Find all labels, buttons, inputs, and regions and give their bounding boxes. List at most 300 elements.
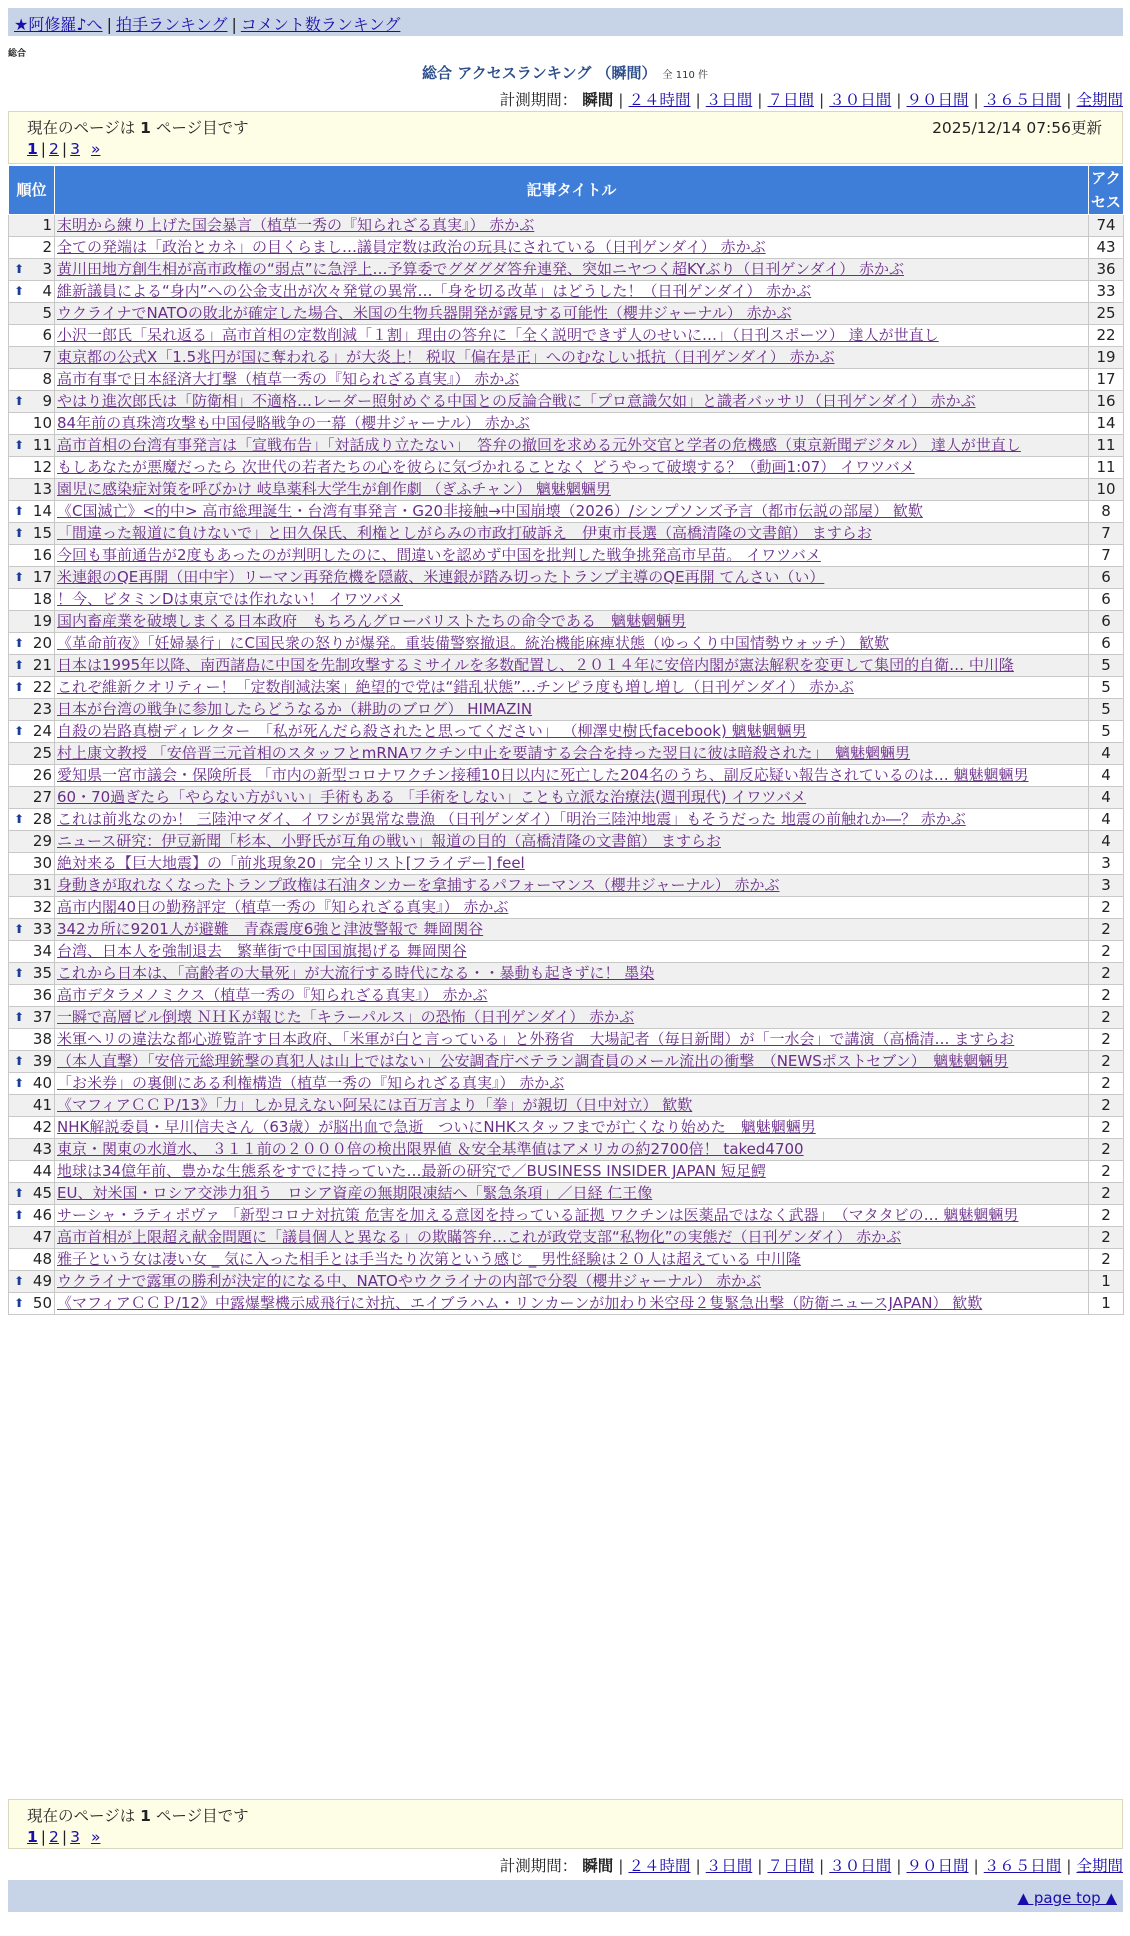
title-cell (55, 457, 1089, 479)
up-arrow-icon: ⬆ (14, 526, 25, 540)
rank-number: 21 (32, 656, 52, 674)
access-count: 17 (1089, 369, 1124, 391)
access-count: 16 (1089, 391, 1124, 413)
article-link[interactable]: やはり進次郎氏は「防衛相」不適格…レーダー照射めぐる中国との反論合戦に「プロ意識欠如」と識者バッサリ（日刊ゲンダイ） 赤かぶ (57, 392, 976, 410)
article-link[interactable]: これぞ維新クオリティー！「定数削減法案」絶望的で党は“錯乱状態”…チンピラ度も増し増し（日刊ゲンダイ） 赤かぶ (57, 678, 854, 696)
rank-cell (9, 1007, 55, 1029)
period-30d-link[interactable]: ３０日間 (829, 91, 892, 109)
article-link[interactable]: EU、対米国・ロシア交渉力狙う ロシア資産の無期限凍結へ「緊急条項」／日経 仁王像 (57, 1184, 653, 1202)
title-cell (55, 435, 1089, 457)
access-count: 2 (1089, 919, 1124, 941)
rank-number: 27 (32, 788, 52, 806)
rank-cell (9, 765, 55, 787)
rank-number: 33 (32, 920, 52, 938)
rank-number: 45 (32, 1184, 52, 1202)
rank-number: 35 (32, 964, 52, 982)
title-cell (55, 259, 1089, 281)
pager-page-1[interactable]: 1 (27, 1828, 38, 1846)
ranking-title-line (0, 62, 1130, 83)
up-arrow-icon: ⬆ (14, 724, 25, 738)
access-count: 22 (1089, 325, 1124, 347)
article-link[interactable]: 高市首相の台湾有事発言は「宣戦布告」「対話成り立たない」 答弁の撤回を求める元外交官と学者の危機感（東京新聞デジタル） 達人が世直し (57, 436, 1021, 454)
rank-cell (9, 1117, 55, 1139)
title-cell (55, 347, 1089, 369)
period-90d-link[interactable]: ９０日間 (906, 91, 969, 109)
rank-cell (9, 281, 55, 303)
rank-number: 22 (32, 678, 52, 696)
title-cell (55, 1271, 1089, 1293)
access-count: 74 (1089, 215, 1124, 237)
page-info-number: 1 (140, 119, 151, 137)
table-row (9, 611, 1124, 633)
period-selector-bottom: 計測期間： 瞬間 | ２４時間 | ３日間 | ７日間 | ３０日間 | ９０日間 | ３６５日間 | 全期間 (499, 1857, 1123, 1875)
title-cell (55, 1183, 1089, 1205)
article-link[interactable]: 雅子という女は凄い女 _ 気に入った相手とは手当たり次第という感じ _ 男性経験は２０人は超えている 中川隆 (57, 1250, 801, 1268)
rank-cell (9, 1293, 55, 1315)
access-count: 2 (1089, 1183, 1124, 1205)
table-row (9, 875, 1124, 897)
title-cell (55, 1007, 1089, 1029)
up-arrow-icon: ⬆ (14, 284, 25, 298)
rank-number: 40 (32, 1074, 52, 1092)
rank-cell (9, 413, 55, 435)
title-cell (55, 545, 1089, 567)
rank-cell (9, 325, 55, 347)
article-link[interactable]: 黄川田地方創生相が高市政権の“弱点”に急浮上…予算委でグダグダ答弁連発、突如ニヤつく超KYぶり（日刊ゲンダイ） 赤かぶ (57, 260, 904, 278)
title-cell (55, 765, 1089, 787)
access-count: 2 (1089, 941, 1124, 963)
rank-column-header: 順位 (9, 166, 55, 215)
up-arrow-icon: ⬆ (14, 1296, 25, 1310)
access-count: 2 (1089, 1007, 1124, 1029)
title-cell (55, 677, 1089, 699)
table-row (9, 413, 1124, 435)
asyura-home-link[interactable]: ★阿修羅♪へ (14, 15, 103, 34)
rank-cell (9, 215, 55, 237)
pager-next[interactable]: » (90, 140, 101, 158)
title-cell (55, 1051, 1089, 1073)
rank-cell (9, 1139, 55, 1161)
rank-cell (9, 655, 55, 677)
access-count: 6 (1089, 589, 1124, 611)
access-count: 2 (1089, 1051, 1124, 1073)
title-cell (55, 787, 1089, 809)
title-cell (55, 1117, 1089, 1139)
article-link[interactable]: ウクライナで露軍の勝利が決定的になる中、NATOやウクライナの内部で分裂（櫻井ジャーナル） 赤かぶ (57, 1272, 762, 1290)
rank-number: 19 (32, 612, 52, 630)
period-365d-link[interactable]: ３６５日間 (983, 1857, 1062, 1875)
title-cell (55, 985, 1089, 1007)
rank-cell (9, 1029, 55, 1051)
title-cell (55, 215, 1089, 237)
rank-number: 49 (32, 1272, 52, 1290)
access-count: 11 (1089, 457, 1124, 479)
pager-next[interactable]: » (90, 1828, 101, 1846)
access-count: 25 (1089, 303, 1124, 325)
access-count: 5 (1089, 699, 1124, 721)
table-row (9, 897, 1124, 919)
article-link[interactable]: 日本が台湾の戦争に参加したらどうなるか（耕助のブログ） HIMAZIN (57, 700, 533, 718)
up-arrow-icon: ⬆ (14, 922, 25, 936)
article-link[interactable]: 村上康文教授 「安倍晋三元首相のスタッフとmRNAワクチン中止を要請する会合を持った翌日に彼は暗殺された」 魑魅魍魎男 (57, 744, 911, 762)
article-link[interactable]: NHK解説委員・早川信夫さん（63歳）が脳出血で急逝 ついにNHKスタッフまでが亡くなり始めた 魑魅魍魎男 (57, 1118, 816, 1136)
rank-number: 2 (42, 238, 52, 256)
article-link[interactable]: もしあなたが悪魔だったら 次世代の若者たちの心を彼らに気づかれることなく どうやって破壊する？（動画1:07） イワツバメ (57, 458, 915, 476)
period-30d-link[interactable]: ３０日間 (829, 1857, 892, 1875)
rank-cell (9, 259, 55, 281)
rank-cell (9, 479, 55, 501)
access-count: 4 (1089, 809, 1124, 831)
table-row (9, 1205, 1124, 1227)
table-row (9, 1271, 1124, 1293)
nav-separator: | (106, 15, 112, 34)
article-link[interactable]: 小沢一郎氏「呆れ返る」高市首相の定数削減「１割」理由の答弁に「全く説明できず人のせいに…」（日刊スポーツ） 達人が世直し (57, 326, 939, 344)
table-row (9, 919, 1124, 941)
up-arrow-icon: ⬆ (14, 1054, 25, 1068)
pager-page-3[interactable]: 3 (70, 1828, 81, 1846)
rank-cell (9, 501, 55, 523)
article-link[interactable]: 自殺の岩路真樹ディレクター 「私が死んだら殺されたと思ってください」 （柳澤史樹氏facebook) 魑魅魍魎男 (57, 722, 807, 740)
table-row (9, 1029, 1124, 1051)
rank-cell (9, 875, 55, 897)
title-cell (55, 897, 1089, 919)
rank-number: 32 (32, 898, 52, 916)
table-row (9, 765, 1124, 787)
article-link[interactable]: 東京・関東の水道水、 ３１１前の２０００倍の検出限界値 ＆安全基準値はアメリカの約2700倍！ taked4700 (57, 1140, 804, 1158)
page-info-prefix: 現在のページは (27, 1807, 136, 1825)
title-cell (55, 1293, 1089, 1315)
table-row (9, 259, 1124, 281)
title-cell (55, 303, 1089, 325)
article-link[interactable]: 342カ所に9201人が避難 青森震度6強と津波警報で 舞岡関谷 (57, 920, 484, 938)
article-link[interactable]: 末明から練り上げた国会暴言（植草一秀の『知られざる真実』） 赤かぶ (57, 216, 535, 234)
period-7d-link[interactable]: ７日間 (767, 1857, 814, 1875)
period-365d-link[interactable]: ３６５日間 (983, 91, 1062, 109)
article-link[interactable]: 高市首相が上限超え献金問題に「議員個人と異なる」の欺瞞答弁…これが政党支部“私物化”の実態だ（日刊ゲンダイ） 赤かぶ (57, 1228, 902, 1246)
period-7d-link[interactable]: ７日間 (767, 91, 814, 109)
title-cell (55, 369, 1089, 391)
footer-bar (8, 1880, 1123, 1912)
table-row (9, 1227, 1124, 1249)
up-arrow-icon: ⬆ (14, 394, 25, 408)
access-count: 4 (1089, 765, 1124, 787)
article-link[interactable]: 全ての発端は「政治とカネ」の目くらまし…議員定数は政治の玩具にされている（日刊ゲンダイ） 赤かぶ (57, 238, 766, 256)
article-link[interactable]: 《マフィアＣＣＰ/13》「力」しか見えない阿呆には百万言より「拳」が親切（日中対立） 歓歎 (57, 1096, 693, 1114)
article-link[interactable]: 高市デタラメノミクス（植草一秀の『知られざる真実』） 赤かぶ (57, 986, 488, 1004)
article-link[interactable]: サーシャ・ラティポヴァ 「新型コロナ対抗策 危害を加える意図を持っている証拠 ワクチンは医薬品ではなく武器」 （マタタビの… 魑魅魍魎男 (57, 1206, 1019, 1224)
title-cell (55, 1073, 1089, 1095)
rank-cell (9, 567, 55, 589)
pager-page-2[interactable]: 2 (49, 1828, 59, 1846)
article-link[interactable]: 《マフィアＣＣＰ/12》中露爆撃機示威飛行に対抗、エイブラハム・リンカーンが加わり米空母２隻緊急出撃（防衛ニュースJAPAN） 歓歎 (57, 1294, 983, 1312)
up-arrow-icon: ⬆ (14, 504, 25, 518)
table-row (9, 479, 1124, 501)
table-row (9, 1161, 1124, 1183)
table-row (9, 1095, 1124, 1117)
up-arrow-icon: ⬆ (14, 438, 25, 452)
article-link[interactable]: 地球は34億年前、豊かな生態系をすでに持っていた…最新の研究で／BUSINESS INSIDER JAPAN 短足鰐 (57, 1162, 766, 1180)
period-24h-link[interactable]: ２４時間 (628, 91, 691, 109)
period-all-link[interactable]: 全期間 (1076, 91, 1123, 109)
article-link[interactable]: 愛知県一宮市議会・保険所長 「市内の新型コロナワクチン接種10日以内に死亡した204名のうち、副反応疑い報告されているのは… 魑魅魍魎男 (57, 766, 1029, 784)
article-link[interactable]: 国内畜産業を破壊しまくる日本政府 もちろんグローバリストたちの命令である 魑魅魍魎男 (57, 612, 686, 630)
applause-ranking-link[interactable]: 拍手ランキング (115, 15, 228, 34)
pager-top: 1 | 2 | 3 » (27, 140, 101, 158)
comment-ranking-link[interactable]: コメント数ランキング (240, 15, 401, 34)
title-cell (55, 281, 1089, 303)
rank-cell (9, 1227, 55, 1249)
table-row (9, 347, 1124, 369)
article-link[interactable]: ウクライナでNATOの敗北が確定した場合、米国の生物兵器開発が露見する可能性（櫻井ジャーナル） 赤かぶ (57, 304, 792, 322)
rank-number: 29 (32, 832, 52, 850)
article-link[interactable]: これは前兆なのか！ 三陸沖マダイ、イワシが異常な豊漁 （日刊ゲンダイ）「明治三陸沖地震」もそうだった 地震の前触れか―？ 赤かぶ (57, 810, 966, 828)
rank-number: 11 (32, 436, 52, 454)
access-count: 5 (1089, 677, 1124, 699)
rank-number: 3 (42, 260, 52, 278)
article-link[interactable]: 園児に感染症対策を呼びかけ 岐阜薬科大学生が創作劇 （ぎふチャン） 魑魅魍魎男 (57, 480, 611, 498)
rank-cell (9, 1183, 55, 1205)
rank-number: 34 (32, 942, 52, 960)
table-row (9, 501, 1124, 523)
access-count: 6 (1089, 567, 1124, 589)
article-link[interactable]: 維新議員による“身内”への公金支出が次々発覚の異常…「身を切る改革」はどうした！（日刊ゲンダイ） 赤かぶ (57, 282, 812, 300)
page-info-suffix: ページ目です (155, 119, 249, 137)
access-count: 14 (1089, 413, 1124, 435)
table-row (9, 831, 1124, 853)
rank-cell (9, 985, 55, 1007)
rank-number: 20 (32, 634, 52, 652)
article-link[interactable]: 台湾、日本人を強制退去 繁華街で中国国旗掲げる 舞岡関谷 (57, 942, 467, 960)
table-row (9, 237, 1124, 259)
page-top-link[interactable]: ▲ page top ▲ (1017, 1889, 1117, 1907)
article-link[interactable]: 身動きが取れなくなったトランプ政権は石油タンカーを拿捕するパフォーマンス（櫻井ジャーナル） 赤かぶ (57, 876, 780, 894)
rank-number: 26 (32, 766, 52, 784)
title-cell (55, 809, 1089, 831)
article-link[interactable]: 「間違った報道に負けないで」と田久保氏、利権としがらみの市政打破訴え 伊東市長選（高橋清隆の文書館） ますらお (57, 524, 872, 542)
table-row (9, 1073, 1124, 1095)
period-all-link[interactable]: 全期間 (1076, 1857, 1123, 1875)
access-count: 19 (1089, 347, 1124, 369)
rank-cell (9, 391, 55, 413)
title-cell (55, 1029, 1089, 1051)
title-cell (55, 743, 1089, 765)
title-cell (55, 567, 1089, 589)
table-row (9, 655, 1124, 677)
page-info-prefix: 現在のページは (27, 119, 136, 137)
table-row (9, 1293, 1124, 1315)
rank-cell (9, 853, 55, 875)
rank-cell (9, 1095, 55, 1117)
table-row (9, 325, 1124, 347)
table-row (9, 215, 1124, 237)
access-count: 7 (1089, 545, 1124, 567)
pager-page-1[interactable]: 1 (27, 140, 38, 158)
title-cell (55, 237, 1089, 259)
rank-cell (9, 677, 55, 699)
access-count: 4 (1089, 831, 1124, 853)
article-link[interactable]: 東京都の公式X「1.5兆円が国に奪われる」が大炎上！ 税収「偏在是正」へのむなしい抵抗（日刊ゲンダイ） 赤かぶ (57, 348, 835, 366)
rank-number: 10 (32, 414, 52, 432)
access-count: 7 (1089, 523, 1124, 545)
period-selector-top: 計測期間： 瞬間 | ２４時間 | ３日間 | ７日間 | ３０日間 | ９０日間 | ３６５日間 | 全期間 (499, 91, 1123, 109)
rank-cell (9, 457, 55, 479)
table-row (9, 1007, 1124, 1029)
access-count: 1 (1089, 1271, 1124, 1293)
article-link[interactable]: 高市有事で日本経済大打撃（植草一秀の『知られざる真実』） 赤かぶ (57, 370, 520, 388)
rank-cell (9, 897, 55, 919)
article-link[interactable]: 「お米券」の裏側にある利権構造（植草一秀の『知られざる真実』） 赤かぶ (57, 1074, 565, 1092)
access-count: 33 (1089, 281, 1124, 303)
up-arrow-icon: ⬆ (14, 636, 25, 650)
pager-page-2[interactable]: 2 (49, 140, 59, 158)
article-link[interactable]: 今回も事前通告が2度もあったのが判明したのに、間違いを認めず中国を批判した戦争挑発高市早苗。 イワツバメ (57, 546, 821, 564)
access-count: 5 (1089, 655, 1124, 677)
top-nav (8, 8, 1123, 36)
access-count: 2 (1089, 1227, 1124, 1249)
table-row (9, 545, 1124, 567)
rank-number: 36 (32, 986, 52, 1004)
title-cell (55, 589, 1089, 611)
rank-number: 48 (32, 1250, 52, 1268)
title-cell (55, 699, 1089, 721)
access-count: 1 (1089, 1293, 1124, 1315)
rank-cell (9, 633, 55, 655)
access-count: 2 (1089, 897, 1124, 919)
period-24h-link[interactable]: ２４時間 (628, 1857, 691, 1875)
title-cell (55, 501, 1089, 523)
rank-cell (9, 1073, 55, 1095)
rank-number: 1 (42, 216, 52, 234)
up-arrow-icon: ⬆ (14, 1076, 25, 1090)
table-row (9, 699, 1124, 721)
article-link[interactable]: （本人直撃）「安倍元総理銃撃の真犯人は山上ではない」公安調査庁ベテラン調査員のメール流出の衝撃 （NEWSポストセブン） 魑魅魍魎男 (57, 1052, 1009, 1070)
rank-number: 7 (42, 348, 52, 366)
rank-cell (9, 1161, 55, 1183)
access-count: 2 (1089, 1161, 1124, 1183)
rank-cell (9, 435, 55, 457)
rank-number: 47 (32, 1228, 52, 1246)
table-row (9, 391, 1124, 413)
title-cell (55, 391, 1089, 413)
rank-number: 6 (42, 326, 52, 344)
table-row (9, 853, 1124, 875)
article-link[interactable]: 60・70過ぎたら「やらない方がいい」手術もある 「手術をしない」ことも立派な治療法(週刊現代) イワツバメ (57, 788, 807, 806)
rank-number: 37 (32, 1008, 52, 1026)
rank-cell (9, 545, 55, 567)
ranking-table (8, 165, 1124, 1315)
title-cell (55, 1205, 1089, 1227)
access-count: 11 (1089, 435, 1124, 457)
article-link[interactable]: 絶対来る【巨大地震】の「前兆現象20」完全リスト[フライデー] feel (57, 854, 525, 872)
access-count: 2 (1089, 1249, 1124, 1271)
period-3d-link[interactable]: ３日間 (705, 1857, 753, 1875)
total-count: 全 110 件 (662, 70, 708, 81)
title-cell (55, 633, 1089, 655)
table-row (9, 1117, 1124, 1139)
access-count: 6 (1089, 611, 1124, 633)
access-count: 10 (1089, 479, 1124, 501)
article-link[interactable]: 米連銀のQE再開（田中宇）リーマン再発危機を隠蔽、米連銀が踏み切ったトランプ主導のQE再開 てんさい（い） (57, 568, 825, 586)
rank-number: 25 (32, 744, 52, 762)
rank-cell (9, 963, 55, 985)
table-row (9, 523, 1124, 545)
rank-number: 24 (32, 722, 52, 740)
rank-cell (9, 787, 55, 809)
title-cell (55, 611, 1089, 633)
table-row (9, 963, 1124, 985)
up-arrow-icon: ⬆ (14, 680, 25, 694)
table-row (9, 1249, 1124, 1271)
rank-cell (9, 721, 55, 743)
table-row (9, 457, 1124, 479)
table-row (9, 743, 1124, 765)
pager-page-3[interactable]: 3 (70, 140, 81, 158)
rank-number: 14 (32, 502, 52, 520)
title-cell (55, 919, 1089, 941)
period-90d-link[interactable]: ９０日間 (906, 1857, 969, 1875)
article-link[interactable]: 一瞬で高層ビル倒壊 ＮＨＫが報じた「キラーパルス」の恐怖（日刊ゲンダイ） 赤かぶ (57, 1008, 635, 1026)
article-link[interactable]: 日本は1995年以降、南西諸島に中国を先制攻撃するミサイルを多数配置し、２０１４年に安倍内閣が憲法解釈を変更して集団的自衛… 中川隆 (57, 656, 1014, 674)
article-link[interactable]: 《革命前夜》「妊婦暴行」にC国民衆の怒りが爆発。重装備警察撤退。統治機能麻痺状態（ゆっくり中国情勢ウォッチ） 歓歎 (57, 634, 889, 652)
access-count: 5 (1089, 721, 1124, 743)
table-row (9, 1139, 1124, 1161)
access-count: 6 (1089, 633, 1124, 655)
ranking-title: 総合 アクセスランキング （瞬間） (422, 64, 657, 82)
rank-cell (9, 831, 55, 853)
title-cell (55, 655, 1089, 677)
pager-bottom: 1 | 2 | 3 » (27, 1828, 101, 1846)
rank-number: 39 (32, 1052, 52, 1070)
access-count: 43 (1089, 237, 1124, 259)
rank-cell (9, 347, 55, 369)
title-cell (55, 1249, 1089, 1271)
section-label: 総合 (8, 49, 27, 59)
up-arrow-icon: ⬆ (14, 1274, 25, 1288)
access-count: 3 (1089, 875, 1124, 897)
rank-number: 43 (32, 1140, 52, 1158)
rank-cell (9, 809, 55, 831)
period-3d-link[interactable]: ３日間 (705, 91, 753, 109)
article-link[interactable]: 高市内閣40日の勤務評定（植草一秀の『知られざる真実』） 赤かぶ (57, 898, 509, 916)
rank-number: 30 (32, 854, 52, 872)
access-count: 8 (1089, 501, 1124, 523)
article-link[interactable]: 84年前の真珠湾攻撃も中国侵略戦争の一幕（櫻井ジャーナル） 赤かぶ (57, 414, 530, 432)
up-arrow-icon: ⬆ (14, 1186, 25, 1200)
article-link[interactable]: 《C国滅亡》<的中> 高市総理誕生・台湾有事発言・G20非接触→中国崩壊（2026）/シンプソンズ予言（都市伝説の部屋） 歓歎 (57, 502, 923, 520)
rank-cell (9, 589, 55, 611)
rank-cell (9, 611, 55, 633)
article-link[interactable]: ニュース研究：伊豆新聞「杉本、小野氏が互角の戦い」報道の目的（高橋清隆の文書館） ますらお (57, 832, 722, 850)
table-row (9, 369, 1124, 391)
period-label: 計測期間： (499, 91, 578, 109)
up-arrow-icon: ⬆ (14, 812, 25, 826)
article-link[interactable]: 米軍ヘリの違法な都心遊覧許す日本政府、「米軍が白と言っている」と外務省 大場記者（毎日新聞）が「一水会」で講演（高橋清… ますらお (57, 1030, 1015, 1048)
title-cell (55, 1139, 1089, 1161)
table-row (9, 677, 1124, 699)
title-cell (55, 1161, 1089, 1183)
table-row (9, 589, 1124, 611)
table-row (9, 941, 1124, 963)
page-info-top (8, 111, 1123, 164)
rank-number: 18 (32, 590, 52, 608)
article-link[interactable]: これから日本は、「高齢者の大量死」が大流行する時代になる・・暴動も起きずに！ 墨染 (57, 964, 655, 982)
access-count: 2 (1089, 1139, 1124, 1161)
rank-number: 13 (32, 480, 52, 498)
title-cell (55, 875, 1089, 897)
title-cell (55, 413, 1089, 435)
article-link[interactable]: ！今、ビタミンDは東京では作れない！ イワツバメ (57, 590, 404, 608)
rank-cell (9, 1271, 55, 1293)
